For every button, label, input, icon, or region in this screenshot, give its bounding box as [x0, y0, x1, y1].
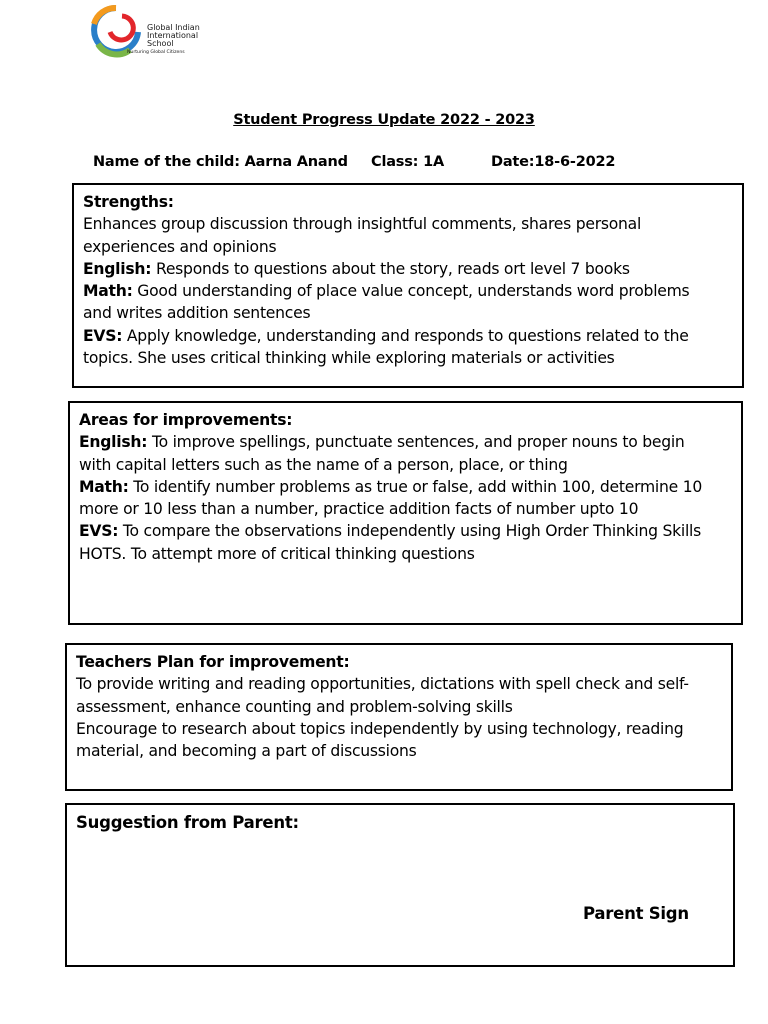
report-date: Date:18-6-2022	[491, 154, 616, 170]
parent-suggestion-box	[65, 803, 735, 967]
strengths-math-cont: and writes addition sentences	[83, 304, 311, 323]
english-text: To improve spellings, punctuate sentences, and proper nouns to begin	[147, 433, 685, 452]
strengths-english	[83, 258, 733, 280]
child-name: Name of the child: Aarna Anand	[93, 154, 348, 170]
strengths-intro-line: Enhances group discussion through insightful comments, shares personal	[83, 215, 642, 234]
teacher-plan-heading: Teachers Plan for improvement:	[76, 653, 350, 671]
improvements-heading: Areas for improvements:	[79, 411, 293, 429]
document-title: Student Progress Update 2022 - 2023	[233, 112, 535, 128]
improvements-math-cont: more or 10 less than a number, practice addition facts of number upto 10	[79, 500, 639, 519]
strengths-heading: Strengths:	[83, 193, 174, 211]
improvements-evs	[79, 520, 732, 542]
parent-sign-label: Parent Sign	[583, 904, 689, 923]
english-text: Responds to questions about the story, reads ort level 7 books	[151, 259, 630, 278]
child-class: Class: 1A	[371, 154, 445, 170]
school-logo	[86, 2, 208, 60]
teacher-plan-line: To provide writing and reading opportunities, dictations with spell check and self-	[76, 675, 689, 694]
math-label: Math:	[83, 282, 133, 301]
english-label: English:	[79, 433, 148, 452]
strengths-intro-line: experiences and opinions	[83, 237, 277, 256]
teacher-plan-line: material, and becoming a part of discussions	[76, 742, 417, 761]
school-name-line: School	[147, 39, 174, 48]
strengths-evs	[83, 325, 733, 347]
evs-label: EVS:	[83, 326, 123, 345]
math-label: Math:	[79, 477, 129, 496]
strengths-math	[83, 280, 733, 302]
improvements-math	[79, 476, 732, 498]
evs-label: EVS:	[79, 522, 119, 541]
school-tagline: Nurturing Global Citizens	[127, 50, 185, 55]
improvements-evs-cont: HOTS. To attempt more of critical thinking questions	[79, 544, 475, 563]
math-text: Good understanding of place value concept, understands word problems	[132, 282, 690, 301]
teacher-plan-line: Encourage to research about topics independently by using technology, reading	[76, 719, 684, 738]
math-text: To identify number problems as true or false, add within 100, determine 10	[128, 477, 703, 496]
improvements-english-cont: with capital letters such as the name of a person, place, or thing	[79, 455, 568, 474]
school-name	[147, 24, 200, 48]
teacher-plan-box	[65, 643, 733, 791]
evs-text: Apply knowledge, understanding and responds to questions related to the	[122, 326, 689, 345]
school-name-line: International	[147, 31, 199, 40]
parent-suggestion-heading: Suggestion from Parent:	[76, 813, 299, 832]
school-name-line: Global Indian	[147, 23, 200, 32]
teacher-plan-line: assessment, enhance counting and problem-solving skills	[76, 697, 513, 716]
strengths-evs-cont: topics. She uses critical thinking while exploring materials or activities	[83, 349, 615, 368]
english-label: English:	[83, 259, 152, 278]
improvements-english	[79, 431, 732, 453]
evs-text: To compare the observations independently using High Order Thinking Skills	[118, 522, 702, 541]
improvements-box	[68, 401, 743, 625]
strengths-box	[72, 183, 744, 388]
